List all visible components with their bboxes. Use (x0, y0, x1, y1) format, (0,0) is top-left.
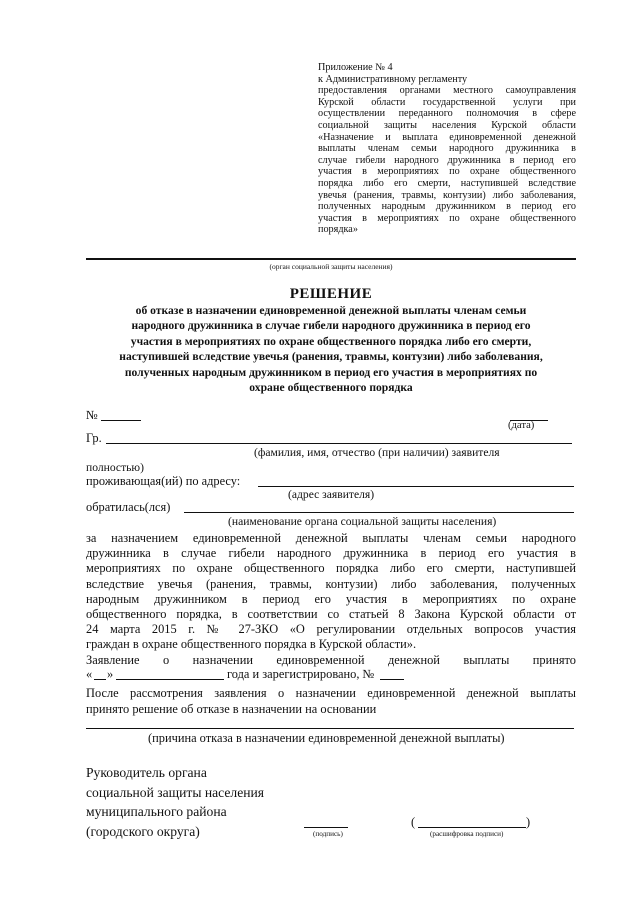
appendix-line: Курской области государственной услуги при (318, 96, 576, 108)
body-line: за назначением единовременной денежной выплаты членам семьи народного (86, 531, 576, 545)
decision-body (86, 531, 576, 668)
fio-caption-cont: полностью) (86, 461, 144, 474)
body-line: дружинника в случае гибели народного дружинника в период его участия в (86, 546, 576, 561)
applied-caption: (наименование органа социальной защиты населения) (228, 515, 497, 528)
appendix-line: порядка либо его смерти, наступившей вследствие (318, 177, 576, 189)
decode-caption: (расшифровка подписи) (430, 830, 504, 838)
signature-decode-field[interactable] (418, 827, 526, 828)
subtitle-line: наступившей вследствие увечья (ранения, травмы, контузии) либо заболевания, (119, 350, 543, 364)
registered-open-quote: « (86, 667, 93, 681)
appendix-line: социальной защиты населения Курской области (318, 119, 576, 131)
appendix-line: Приложение № 4 (318, 62, 393, 73)
appendix-line: случае гибели народного дружинника в период его (318, 154, 576, 166)
appendix-header (318, 62, 576, 236)
after-review-line: принято решение об отказе в назначении на основании (86, 702, 377, 716)
appendix-line: выплаты членам семьи народного дружинника в (318, 143, 576, 155)
registered-close-quote: » (107, 667, 114, 681)
after-review-line: После рассмотрения заявления о назначении единовременной денежной выплаты (86, 686, 576, 700)
body-line: мероприятиях по охране общественного порядка либо его смерти, наступившей (86, 561, 576, 576)
body-line: граждан в охране общественного порядка в Курской области». (86, 637, 417, 652)
signature-field[interactable] (304, 827, 348, 828)
subtitle-line: об отказе в назначении единовременной денежной выплаты членам семьи (135, 304, 527, 317)
registered-day-field[interactable] (94, 679, 106, 680)
decode-paren-close: ) (526, 815, 531, 829)
registered-month-field[interactable] (116, 679, 224, 680)
address-caption: (адрес заявителя) (288, 488, 375, 501)
appendix-line: участия в мероприятиях по охране общественного (318, 166, 576, 178)
organ-field-line[interactable] (86, 258, 576, 260)
subtitle-line: полученных народным дружинником в период его участия в мероприятиях по (124, 365, 538, 379)
appendix-line: увечья (ранения, травмы, контузии) либо заболевания, (318, 189, 576, 201)
signature-caption: (подпись) (313, 830, 343, 838)
body-line: вследствие увечья (ранения, травмы, контузии) либо заболевания, полученных (86, 576, 576, 591)
signature-line: муниципального района (86, 804, 227, 819)
appendix-line: «Назначение и выплата единовременной денежной (318, 131, 576, 143)
applied-organ-field[interactable] (184, 512, 574, 513)
signature-line: социальной защиты населения (86, 784, 265, 800)
appendix-line: участия в мероприятиях по охране общественного (318, 212, 576, 224)
decode-paren-open: ( (411, 815, 416, 829)
appendix-line: к Административному регламенту (318, 73, 468, 85)
citizen-name-field[interactable] (106, 443, 572, 444)
subtitle-line: охране общественного порядка (249, 381, 413, 395)
body-line: общественного порядка, в соответствии со статьей 8 Закона Курской области от (86, 607, 576, 622)
address-field[interactable] (258, 486, 574, 487)
registered-text: года и зарегистрировано, № (227, 667, 375, 681)
subtitle-line: участия в мероприятиях по охране общественного порядка либо его смерти, (130, 334, 532, 348)
number-label: № (86, 408, 98, 422)
organ-caption: (орган социальной защиты населения) (269, 262, 393, 271)
date-caption: (дата) (508, 420, 535, 431)
applied-label: обратилась(лся) (86, 500, 171, 514)
appendix-line: осуществлении переданного полномочия в сфере (318, 108, 576, 120)
body-line: народным дружинником в период его участия в мероприятиях по охране (86, 591, 576, 606)
citizen-label: Гр. (86, 431, 102, 445)
signature-line: (городского округа) (86, 823, 200, 839)
fio-caption: (фамилия, имя, отчество (при наличии) заявителя (254, 446, 500, 459)
appendix-line: порядка» (318, 224, 358, 236)
document-subtitle (86, 303, 576, 395)
reason-field[interactable] (86, 728, 574, 729)
body-line: 24 марта 2015 г. № 27-ЗКО «О регулировании отдельных вопросов участия (86, 622, 576, 637)
body-line: Заявление о назначении единовременной денежной выплаты принято (86, 652, 576, 667)
subtitle-line: народного дружинника в случае гибели народного дружинника в период его (131, 319, 531, 333)
appendix-line: предоставления органами местного самоуправления (318, 85, 576, 97)
registered-number-field[interactable] (380, 679, 404, 680)
appendix-line: полученных народным дружинником в период его (318, 201, 576, 213)
reason-caption: (причина отказа в назначении единовременной денежной выплаты) (148, 731, 505, 745)
address-label: проживающая(ий) по адресу: (86, 474, 241, 488)
signature-line: Руководитель органа (86, 765, 207, 780)
signature-block (86, 763, 264, 841)
document-title: РЕШЕНИЕ (289, 286, 373, 302)
number-field[interactable] (101, 420, 141, 421)
